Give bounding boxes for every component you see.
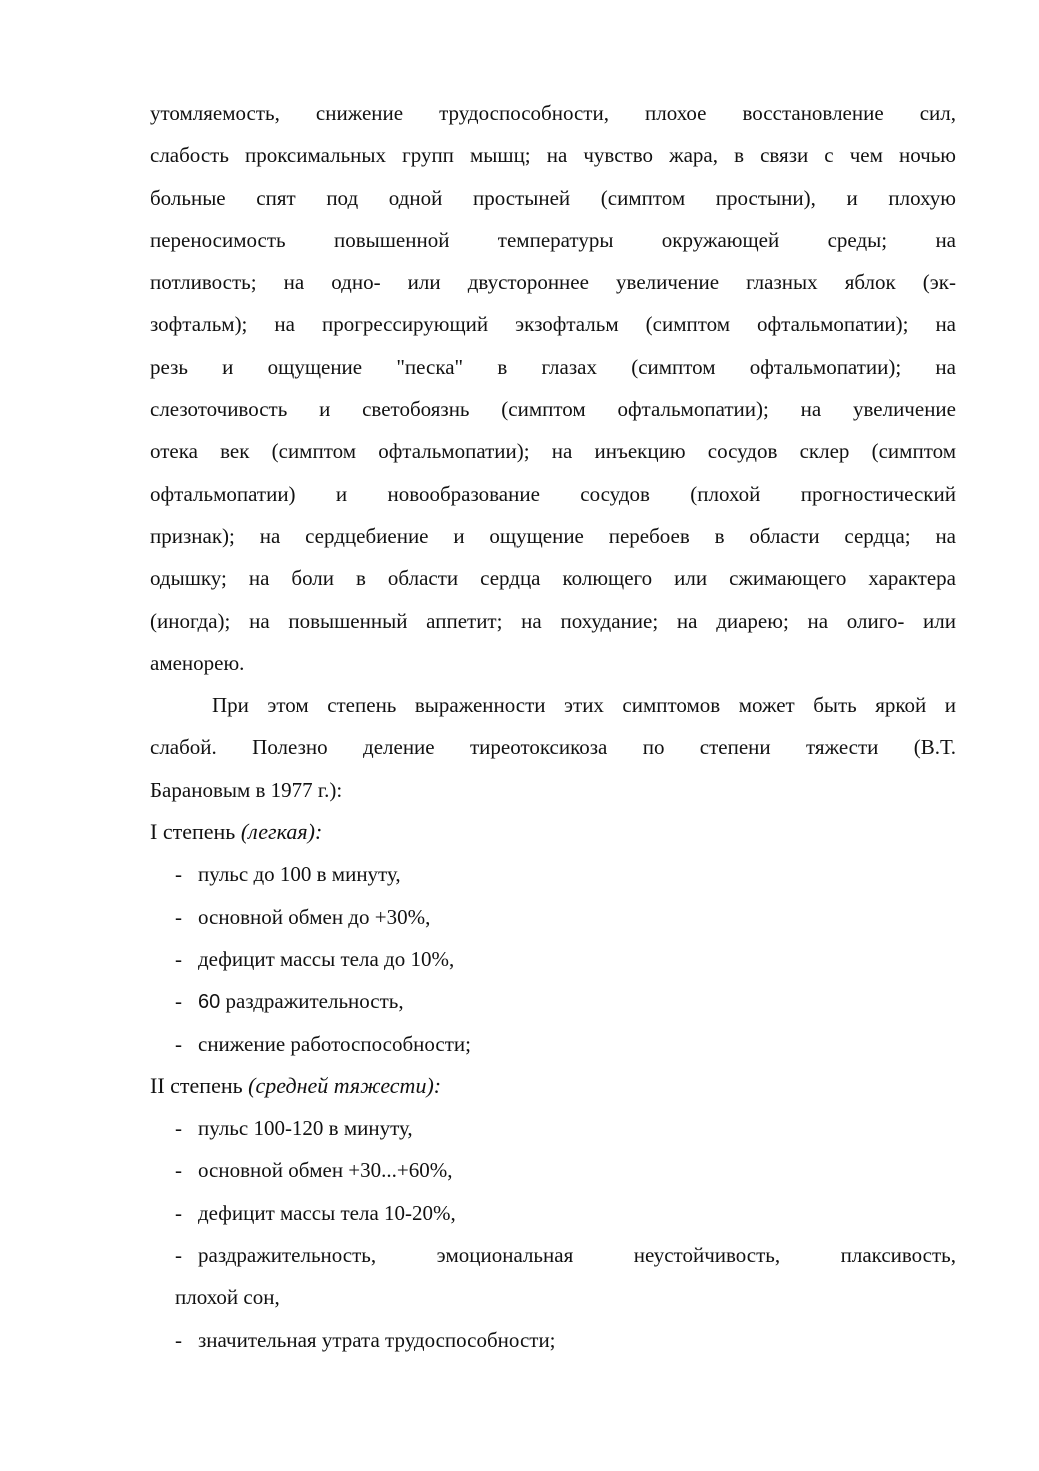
list-item (150, 1149, 956, 1191)
list-item-text: основной обмен до +30%, (198, 904, 431, 929)
text-line: резь и ощущение "песка" в глазах (симптом офтальмопатии); на (150, 354, 956, 379)
text-line: При этом степень выраженности этих симптомов может быть яркой и (212, 693, 956, 718)
list-item-text: раздражительность, (225, 989, 404, 1014)
text-line: признак); на сердцебиение и ощущение перебоев в области сердца; на (150, 523, 956, 548)
list-item-text: дефицит массы тела 10-20%, (198, 1200, 456, 1225)
degree-2-qualifier: (средней тяжести): (248, 1072, 442, 1098)
list-item (150, 853, 956, 895)
page-number-artifact: 60 (198, 991, 221, 1014)
list-dash: - (175, 1327, 182, 1352)
text-line: переносимость повышенной температуры окружающей среды; на (150, 227, 956, 252)
paragraph-symptoms (150, 92, 956, 684)
list-item (150, 1023, 956, 1065)
degree-1-label: I степень (150, 819, 236, 845)
text-line: аменорею. (150, 650, 245, 675)
text-line: потливость; на одно- или двустороннее увеличение глазных яблок (эк- (150, 270, 956, 295)
list-item (150, 1192, 956, 1234)
list-item-text: пульс до 100 в минуту, (198, 862, 401, 887)
list-dash: - (175, 946, 182, 971)
list-item-text: дефицит массы тела до 10%, (198, 946, 455, 971)
list-dash: - (175, 904, 182, 929)
degree-2-section (150, 1065, 956, 1361)
paragraph-classification (150, 684, 956, 811)
list-item (150, 1319, 956, 1361)
text-line: (иногда); на повышенный аппетит; на похудание; на диарею; на олиго- или (150, 608, 956, 633)
degree-1-heading (150, 811, 956, 853)
list-item-text: пульс 100-120 в минуту, (198, 1116, 413, 1141)
degree-1-section (150, 811, 956, 1065)
text-line: офтальмопатии) и новообразование сосудов (плохой прогностический (150, 481, 956, 506)
text-line: утомляемость, снижение трудоспособности, плохое восстановление сил, (150, 101, 956, 125)
text-line: слабость проксимальных групп мышц; на чувство жара, в связи с чем ночью (150, 143, 956, 168)
list-item-continuation: плохой сон, (175, 1285, 280, 1310)
list-item-text: значительная утрата трудоспособности; (198, 1327, 556, 1352)
list-item (150, 1234, 956, 1276)
list-dash: - (175, 1243, 182, 1268)
list-item (150, 896, 956, 938)
list-item-text: снижение работоспособности; (198, 1031, 471, 1056)
list-dash: - (175, 1116, 182, 1141)
list-item-text: раздражительность, эмоциональная неустойчивость, плаксивость, (198, 1243, 956, 1268)
list-dash: - (175, 1158, 182, 1183)
list-item-text: основной обмен +30...+60%, (198, 1158, 453, 1183)
list-dash: - (175, 862, 182, 887)
list-item (150, 938, 956, 980)
text-line: отека век (симптом офтальмопатии); на инъекцию сосудов склер (симптом (150, 439, 956, 464)
degree-1-qualifier: (легкая): (240, 819, 323, 845)
list-dash: - (175, 1200, 182, 1225)
text-line: слабой. Полезно деление тиреотоксикоза по степени тяжести (В.Т. (150, 735, 956, 760)
document-page (150, 92, 956, 1361)
list-dash: - (175, 989, 182, 1014)
list-item (150, 980, 956, 1022)
text-line: слезоточивость и светобоязнь (симптом офтальмопатии); на увеличение (150, 397, 956, 422)
degree-2-label: II степень (150, 1072, 243, 1098)
list-item (150, 1107, 956, 1149)
list-dash: - (175, 1031, 182, 1056)
text-line: Барановым в 1977 г.): (150, 777, 343, 802)
text-line: одышку; на боли в области сердца колющего или сжимающего характера (150, 566, 956, 591)
text-line: больные спят под одной простыней (симптом простыни), и плохую (150, 185, 956, 210)
text-line: зофтальм); на прогрессирующий экзофтальм (симптом офтальмопатии); на (150, 312, 956, 337)
degree-2-heading (150, 1065, 956, 1107)
